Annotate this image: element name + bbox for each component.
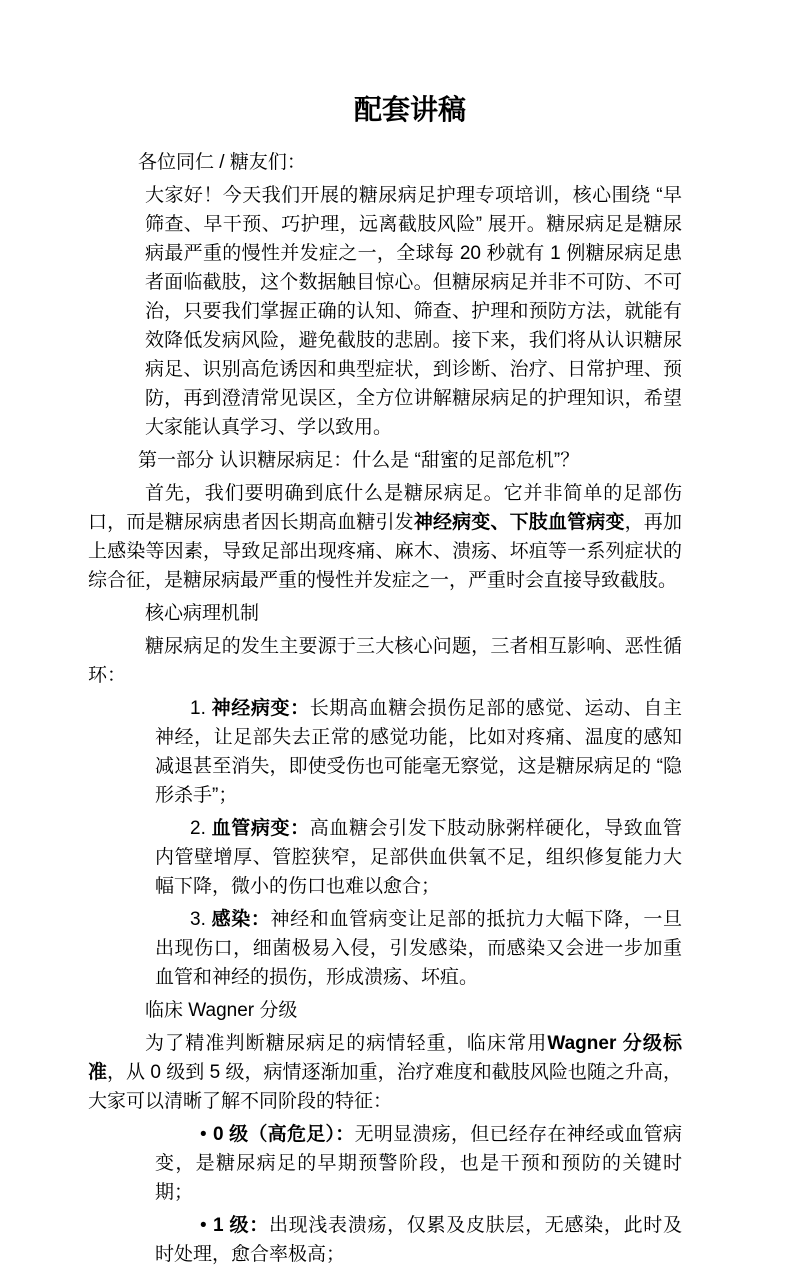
list-item-text: 感染：神经和血管病变让足部的抵抗力大幅下降，一旦出现伤口，细菌极易入侵，引发感染，而感染又会进一步加重血管和神经的损伤，形成溃疡、坏疽。 <box>155 909 682 988</box>
wagner-grade-1-item <box>155 1211 682 1269</box>
list-number: 1. <box>190 698 206 719</box>
bullet-icon: • <box>200 1215 207 1236</box>
list-number: 2. <box>190 818 206 839</box>
list-item-text: 神经病变：长期高血糖会损伤足部的感觉、运动、自主神经，让足部失去正常的感觉功能，比如对疼痛、温度的感知减退甚至消失，即使受伤也可能毫无察觉，这是糖尿病足的 “隐形杀手”； <box>155 698 682 806</box>
mechanism-item-vasculopathy <box>155 814 682 901</box>
section1-heading: 第一部分 认识糖尿病足：什么是 “甜蜜的足部危机”？ <box>138 450 580 471</box>
list-number: 3. <box>190 909 206 930</box>
list-item-text: 0 级（高危足）：无明显溃疡，但已经存在神经或血管病变，是糖尿病足的早期预警阶段，也是干预和预防的关键时期； <box>155 1124 682 1203</box>
wagner-intro: 为了精准判断糖尿病足的病情轻重，临床常用Wagner 分级标准，从 0 级到 5 级，病情逐渐加重，治疗难度和截肢风险也随之升高，大家可以清晰了解不同阶段的特征： <box>88 1033 682 1112</box>
bullet-icon: • <box>200 1124 207 1145</box>
mechanism-heading: 核心病理机制 <box>145 603 260 624</box>
wagner-grade-0-item <box>155 1120 682 1207</box>
document-title: 配套讲稿 <box>353 94 466 125</box>
wagner-heading: 临床 Wagner 分级 <box>145 1000 298 1021</box>
definition-paragraph: 首先，我们要明确到底什么是糖尿病足。它并非简单的足部伤口，而是糖尿病患者因长期高血糖引发神经病变、下肢血管病变，再加上感染等因素，导致足部出现疼痛、麻木、溃疡、坏疽等一系列症状的综合征，是糖尿病最严重的慢性并发症之一，严重时会直接导致截肢。 <box>88 483 682 591</box>
salutation-line: 各位同仁 / 糖友们： <box>138 152 306 173</box>
list-item-text: 1 级：出现浅表溃疡，仅累及皮肤层，无感染，此时及时处理，愈合率极高； <box>155 1215 682 1265</box>
mechanism-item-neuropathy <box>155 694 682 810</box>
list-item-text: 血管病变：高血糖会引发下肢动脉粥样硬化，导致血管内管壁增厚、管腔狭窄，足部供血供氧不足，组织修复能力大幅下降，微小的伤口也难以愈合； <box>155 818 682 897</box>
mechanism-intro: 糖尿病足的发生主要源于三大核心问题，三者相互影响、恶性循环： <box>88 636 682 686</box>
intro-paragraph: 大家好！今天我们开展的糖尿病足护理专项培训，核心围绕 “早筛查、早干预、巧护理，远离截肢风险” 展开。糖尿病足是糖尿病最严重的慢性并发症之一，全球每 20 秒就有 1 例糖尿病足患者面临截肢，这个数据触目惊心。但糖尿病足并非不可防、不可治，只要我们掌握正确的认知、筛查、护理和预防方法，就能有效降低发病风险，避免截肢的悲剧。接下来，我们将从认识糖尿病足、识别高危诱因和典型症状，到诊断、治疗、日常护理、预防，再到澄清常见误区，全方位讲解糖尿病足的护理知识，希望大家能认真学习、学以致用。 <box>145 185 682 438</box>
mechanism-item-infection <box>155 905 682 992</box>
